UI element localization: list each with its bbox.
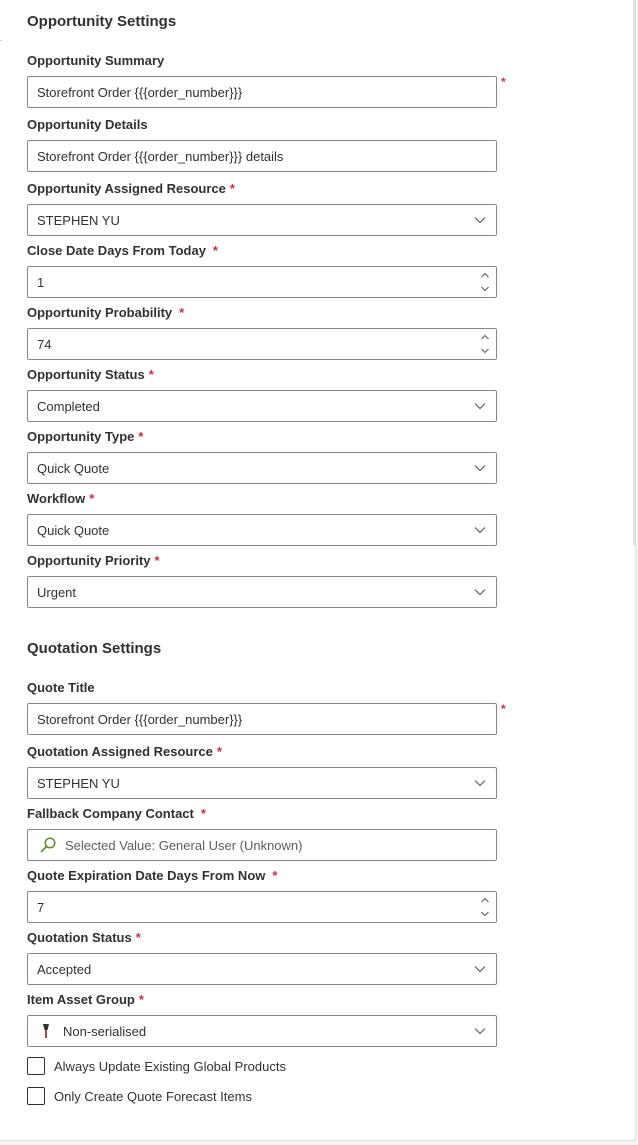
opportunity-assigned-resource-label: Opportunity Assigned Resource * (27, 181, 235, 196)
always-update-global-products-option[interactable] (27, 1057, 286, 1075)
opportunity-type-dropdown[interactable]: Quick Quote (27, 452, 497, 484)
opportunity-summary-label: Opportunity Summary (27, 53, 165, 68)
opportunity-probability-input[interactable]: 74 (27, 328, 497, 360)
chevron-down-icon (473, 399, 487, 413)
opportunity-status-label: Opportunity Status * (27, 367, 154, 382)
quote-title-input[interactable]: Storefront Order {{{order_number}}} (27, 703, 497, 735)
opportunity-settings-title: Opportunity Settings (27, 13, 177, 30)
item-asset-group-dropdown[interactable]: Non-serialised (27, 1015, 497, 1047)
opportunity-status-dropdown[interactable]: Completed (27, 390, 497, 422)
opportunity-priority-dropdown[interactable]: Urgent (27, 576, 497, 608)
pin-icon (41, 1023, 51, 1039)
only-forecast-items-option[interactable] (27, 1087, 252, 1105)
number-spinner-icon[interactable] (480, 332, 490, 356)
chevron-down-icon (473, 461, 487, 475)
item-asset-group-label: Item Asset Group * (27, 992, 144, 1007)
quote-expiration-days-label: Quote Expiration Date Days From Now * (27, 868, 278, 883)
opportunity-summary-input[interactable]: Storefront Order {{{order_number}}} (27, 76, 497, 108)
number-spinner-icon[interactable] (480, 270, 490, 294)
opportunity-details-label: Opportunity Details (27, 117, 148, 132)
only-forecast-items-label: Only Create Quote Forecast Items (54, 1088, 252, 1104)
chevron-down-icon (473, 1024, 487, 1038)
scrollbar[interactable] (633, 0, 635, 545)
opportunity-type-label: Opportunity Type * (27, 429, 144, 444)
number-spinner-icon[interactable] (480, 895, 490, 919)
quote-title-label: Quote Title (27, 680, 95, 695)
chevron-down-icon (473, 585, 487, 599)
close-date-days-input[interactable]: 1 (27, 266, 497, 298)
chevron-down-icon (473, 776, 487, 790)
quotation-status-label: Quotation Status * (27, 930, 141, 945)
required-marker: * (501, 75, 506, 89)
chevron-down-icon (473, 962, 487, 976)
quotation-status-dropdown[interactable]: Accepted (27, 953, 497, 985)
fallback-company-contact-label: Fallback Company Contact * (27, 806, 206, 821)
search-icon (39, 836, 57, 854)
quotation-assigned-resource-dropdown[interactable]: STEPHEN YU (27, 767, 497, 799)
quotation-assigned-resource-label: Quotation Assigned Resource * (27, 744, 222, 759)
always-update-label: Always Update Existing Global Products (54, 1058, 286, 1074)
opportunity-probability-label: Opportunity Probability * (27, 305, 185, 320)
chevron-down-icon (473, 523, 487, 537)
only-forecast-items-checkbox[interactable] (27, 1087, 45, 1105)
close-date-days-label: Close Date Days From Today * (27, 243, 218, 258)
chevron-down-icon (473, 213, 487, 227)
fallback-company-contact-search[interactable]: Selected Value: General User (Unknown) (27, 829, 497, 861)
always-update-checkbox[interactable] (27, 1057, 45, 1075)
divider (0, 40, 2, 41)
quote-expiration-days-input[interactable]: 7 (27, 891, 497, 923)
workflow-label: Workflow * (27, 491, 95, 506)
quotation-settings-title: Quotation Settings (27, 640, 162, 657)
required-marker: * (501, 702, 506, 716)
workflow-dropdown[interactable]: Quick Quote (27, 514, 497, 546)
opportunity-priority-label: Opportunity Priority * (27, 553, 160, 568)
opportunity-details-input[interactable]: Storefront Order {{{order_number}}} details (27, 140, 497, 172)
opportunity-assigned-resource-dropdown[interactable]: STEPHEN YU (27, 204, 497, 236)
